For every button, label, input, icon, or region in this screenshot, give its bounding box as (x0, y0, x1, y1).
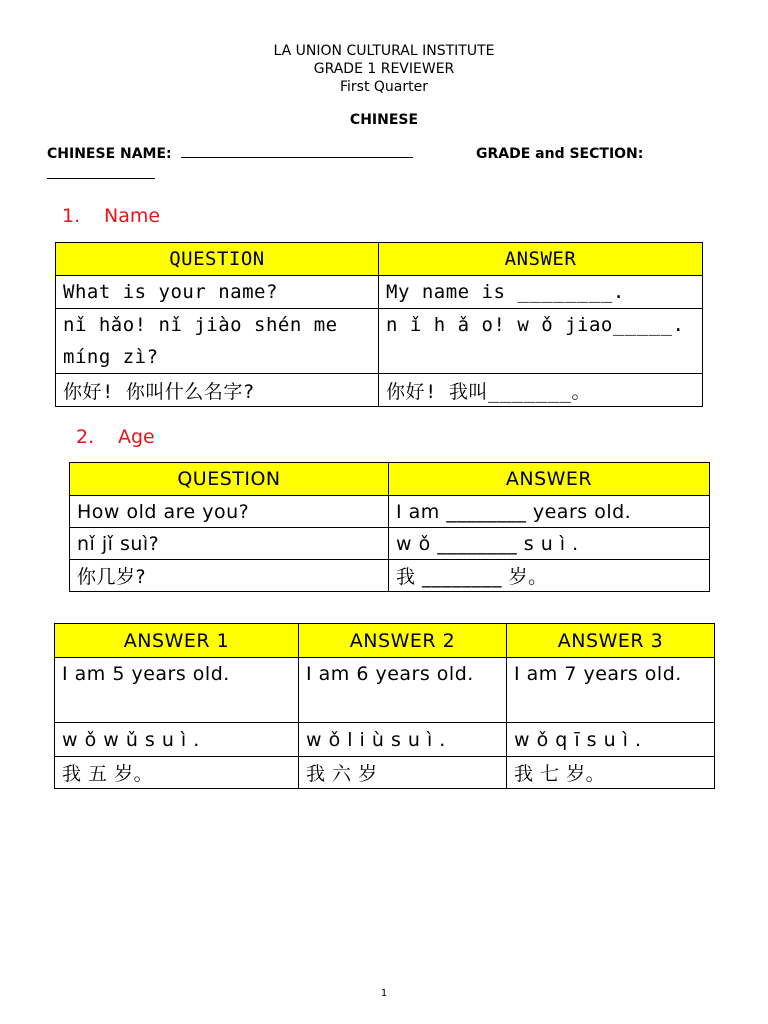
name-table (55, 242, 703, 407)
table-header-row (70, 463, 710, 496)
section-title: Name (104, 205, 161, 227)
table-row (56, 309, 703, 374)
subject-title: CHINESE (349, 112, 419, 128)
chinese-name-blank (181, 157, 413, 158)
answers-table (54, 623, 715, 789)
grade-section-blank (47, 166, 155, 179)
page-number: 1 (380, 988, 388, 999)
table-row (70, 560, 710, 592)
table-cell: How old are you? (70, 496, 389, 528)
table-row (55, 658, 715, 723)
table-row (55, 757, 715, 789)
grade-section-label: GRADE and SECTION: (476, 146, 644, 162)
column-header: QUESTION (70, 463, 389, 496)
table-cell: I am 6 years old. (299, 658, 507, 723)
table-row (56, 374, 703, 407)
column-header: ANSWER (389, 463, 710, 496)
table-cell: 我 七 岁。 (507, 757, 715, 789)
table-cell: w ǒ l i ù s u ì . (299, 723, 507, 757)
section-heading-name (62, 205, 160, 227)
quarter-line: First Quarter (340, 79, 428, 95)
age-table (69, 462, 710, 592)
column-header: ANSWER 3 (507, 624, 715, 658)
institute-name: LA UNION CULTURAL INSTITUTE (273, 43, 495, 59)
table-cell: w ǒ q ī s u ì . (507, 723, 715, 757)
table-row (70, 528, 710, 560)
table-header-row (56, 243, 703, 276)
table-cell: nǐ jǐ suì? (70, 528, 389, 560)
table-cell: 你好! 我叫_______。 (379, 374, 703, 407)
table-cell: I am ________ years old. (389, 496, 710, 528)
table-row (55, 723, 715, 757)
table-cell: 你几岁? (70, 560, 389, 592)
column-header: ANSWER (379, 243, 703, 276)
section-title: Age (118, 426, 155, 448)
table-cell: I am 7 years old. (507, 658, 715, 723)
table-cell: 你好! 你叫什么名字? (56, 374, 379, 407)
table-cell: w ǒ ________ s u ì . (389, 528, 710, 560)
table-cell: 我 五 岁。 (55, 757, 299, 789)
table-cell: My name is ________. (379, 276, 703, 309)
section-number: 1. (62, 205, 81, 227)
table-cell: What is your name? (56, 276, 379, 309)
grade-section-field (47, 166, 155, 183)
table-row (70, 496, 710, 528)
table-cell: 我 ________ 岁。 (389, 560, 710, 592)
chinese-name-label: CHINESE NAME: (47, 146, 172, 162)
grade-reviewer-line: GRADE 1 REVIEWER (313, 61, 455, 77)
chinese-name-field (47, 146, 413, 162)
table-cell: w ǒ w ǔ s u ì . (55, 723, 299, 757)
table-header-row (55, 624, 715, 658)
table-cell: nǐ hǎo! nǐ jiào shén me míng zì? (56, 309, 379, 374)
section-number: 2. (76, 426, 95, 448)
table-cell: 我 六 岁 (299, 757, 507, 789)
column-header: ANSWER 1 (55, 624, 299, 658)
column-header: QUESTION (56, 243, 379, 276)
section-heading-age (76, 426, 155, 448)
column-header: ANSWER 2 (299, 624, 507, 658)
table-cell: n ǐ h ǎ o! w ǒ jiao_____. (379, 309, 703, 374)
table-row (56, 276, 703, 309)
table-cell: I am 5 years old. (55, 658, 299, 723)
